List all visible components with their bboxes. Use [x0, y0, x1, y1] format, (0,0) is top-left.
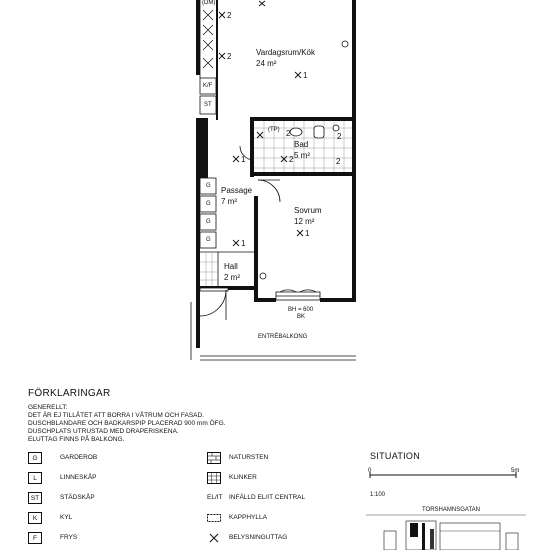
kf-label: K/F [203, 83, 213, 89]
legend-title: FÖRKLARINGAR [28, 388, 111, 399]
wall-segment [254, 298, 276, 302]
legend-symbol: K [28, 512, 42, 524]
light-count: 1 [241, 239, 246, 248]
closet-label: G [206, 219, 211, 225]
wall-segment [254, 172, 356, 176]
wall-segment [320, 298, 356, 302]
light-count: 1 [305, 229, 310, 238]
st-label: ST [204, 102, 212, 108]
note-line: DET ÄR EJ TILLÅTET ATT BORRA I VÅTRUM OCH FASAD. [28, 412, 205, 419]
el-it-symbol: EL/IT [207, 494, 223, 501]
room-area-hall: 2 m² [224, 273, 240, 282]
light-icons [219, 1, 303, 246]
light-count: 2 [336, 157, 341, 166]
light-count: 2 [227, 11, 232, 20]
legend-label: STÄDSKÅP [60, 494, 95, 501]
legend-symbol: ST [28, 492, 42, 504]
note-line: GENERELLT: [28, 404, 68, 411]
light-count: 1 [241, 155, 246, 164]
legend-symbol: F [28, 532, 42, 544]
legend-label: NATURSTEN [229, 454, 269, 461]
legend-label: KAPPHYLLA [229, 514, 267, 521]
light-count: 2 [286, 129, 291, 138]
window-height-note: BH = 600 [288, 307, 314, 313]
room-area-bedroom: 12 m² [294, 217, 315, 226]
closet-label: G [206, 237, 211, 243]
room-name-living: Vardagsrum/Kök [256, 48, 315, 57]
room-name-hall: Hall [224, 262, 238, 271]
legend-label: FRYS [60, 534, 78, 541]
sink [290, 128, 302, 136]
note-line: DUSCHPLATS UTRUSTAD MED DRAPERISKENA. [28, 428, 179, 435]
room-name-bath: Bad [294, 140, 309, 149]
light-count: 2 [227, 52, 232, 61]
note-line: ELUTTAG FINNS PÅ BALKONG. [28, 436, 125, 443]
lamp-icon [209, 533, 219, 543]
scale-start: 0 [368, 468, 372, 474]
closet-label: G [206, 183, 211, 189]
legend-notes [28, 404, 225, 444]
entrance-door-swing [200, 290, 226, 316]
street-name: TORSHAMNSGATAN [422, 507, 481, 513]
legend-label: BELYSNINGUTTAG [229, 534, 288, 541]
room-name-bedroom: Sovrum [294, 206, 322, 215]
room-name-passage: Passage [221, 186, 253, 195]
wall-segment [196, 118, 208, 178]
bedroom-door-swing [258, 180, 280, 202]
window-bk-note: BK [297, 314, 306, 320]
legend-label: LINNESKÅP [60, 474, 97, 481]
balcony-label: ENTRÉBALKONG [258, 334, 308, 340]
closet-label: G [206, 201, 211, 207]
shower-head [333, 125, 339, 131]
situation-title: SITUATION [370, 451, 421, 461]
legend-symbol: L [28, 472, 42, 484]
legend-label: KYL [60, 514, 73, 521]
wall-segment [196, 0, 200, 75]
scale-ratio: 1:100 [370, 492, 386, 498]
light-count: 1 [303, 71, 308, 80]
toilet [314, 126, 324, 138]
outlet-icon [260, 273, 266, 279]
room-area-living: 24 m² [256, 59, 277, 68]
klinker-icon [207, 472, 221, 484]
legend-label: INFÄLLD EL/IT CENTRAL [229, 494, 306, 501]
legend-label: GARDEROB [60, 454, 98, 461]
scale-end: 5m [511, 468, 520, 474]
wall-segment [250, 117, 254, 177]
wall-segment [352, 0, 356, 122]
hall-tiles [200, 252, 218, 286]
wall-segment [250, 117, 356, 121]
outlet-icon [342, 41, 348, 47]
tp-label: (TP) [268, 127, 280, 133]
light-count: 2 [337, 132, 342, 141]
light-count: 2 [289, 155, 294, 164]
dishwasher-label: (DM) [202, 0, 216, 6]
kapphylla-icon [207, 514, 221, 522]
wall-segment [196, 288, 200, 348]
wall-segment [196, 246, 200, 288]
wall-segment [352, 117, 356, 302]
room-area-passage: 7 m² [221, 197, 237, 206]
note-line: DUSCHBLANDARE OCH BADKARSPIP PLACERAD 900 mm ÖFG. [28, 420, 226, 427]
legend-label: KLINKER [229, 474, 257, 481]
legend-symbol: G [28, 452, 42, 464]
natursten-icon [207, 452, 221, 464]
room-area-bath: 5 m² [294, 151, 310, 160]
